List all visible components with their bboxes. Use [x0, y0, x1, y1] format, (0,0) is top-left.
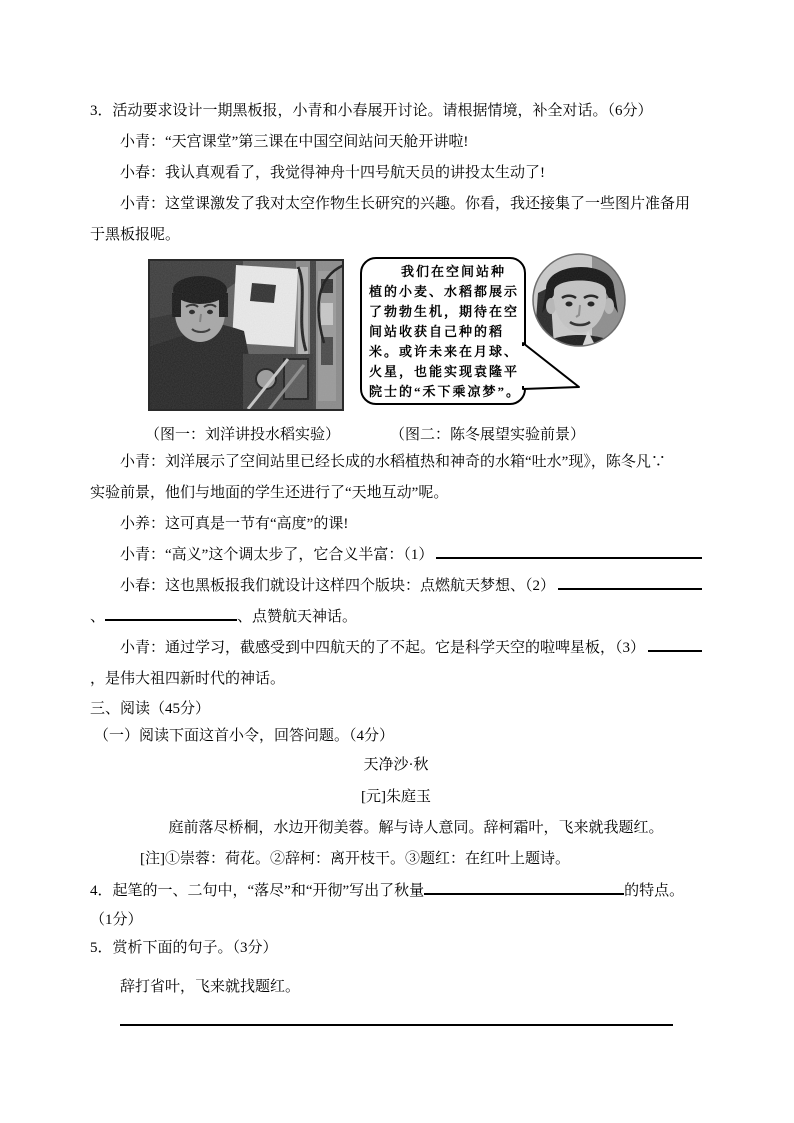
- poem-author: [元]朱庭玉: [361, 789, 431, 805]
- dialogue-xiaoqing-4-text: 小青：“高义”这个调太步了，它合义半富：（1）: [120, 547, 434, 563]
- dialogue-xiaoqing-2-line2: 于黑板报呢。: [90, 227, 181, 243]
- question-4-prefix: 4．起笔的一、二句中，“落尽”和“开彻”写出了秋量: [90, 883, 425, 899]
- poem-body: 庭前落尽桥桐，水边开彻美蓉。解与诗人意同。辞柯霜叶，飞来就我题红。: [168, 820, 664, 836]
- photo-liu-yang-space-station: [148, 259, 344, 411]
- question-5-sentence: 辞打省叶，飞来就找题红。: [120, 979, 301, 995]
- section-title-reading: 三、阅读（45分）: [90, 701, 211, 717]
- bubble-text-line: 院士的“禾下乘凉梦”。: [369, 384, 522, 399]
- answer-blank-3: [105, 619, 237, 621]
- bubble-text-line: 间站收获自己种的稻: [369, 324, 505, 339]
- dialogue-xiaoqing-2-line1: 小青：这堂课激发了我对太空作物生长研究的兴趣。你看，我还接集了一些图片准备用: [120, 196, 691, 212]
- subsection-title-part1: （一）阅读下面这首小令，回答问题。（4分）: [94, 728, 395, 744]
- bubble-text-line: 了勃勃生机，期待在空: [369, 304, 520, 319]
- dialogue-xiaoqing-4: [90, 540, 702, 571]
- dialogue-xiaochun-2-line1: [90, 571, 702, 602]
- dialogue-xiaoqing-5-line2: ，是伟大祖四新时代的神话。: [90, 671, 286, 687]
- dialogue-xiaochun-1: 小春：我认真观看了，我觉得神舟十四号航天员的讲投太生动了!: [120, 165, 545, 181]
- figure-caption-right: （图二：陈冬展望实验前景）: [390, 427, 586, 443]
- figure-panel: [90, 251, 702, 447]
- speech-bubble: [360, 257, 526, 405]
- answer-blank-1: [436, 557, 702, 559]
- bubble-text-line: 我们在空间站种: [401, 264, 507, 279]
- question-4: [90, 875, 702, 907]
- dialogue-xiaoqing-1: 小青：“天宫课堂”第三课在中国空间站问天舱开讲啦!: [120, 134, 469, 150]
- poem-title: 天净沙·秋: [363, 757, 429, 773]
- dialogue-xiaoqing-3-line1: 小青：刘洋展示了空间站里已经长成的水稻植热和神奇的水箱“吐水”现》，陈冬凡∵: [120, 454, 666, 470]
- bubble-text-line: 植的小麦、水稻都展示: [369, 284, 520, 299]
- answer-blank-4: [648, 650, 702, 652]
- dialogue-xiaoyang: 小养：这可真是一节有“高度”的课!: [120, 516, 349, 532]
- question-3-prompt: 3．活动要求设计一期黑板报，小青和小春展开讨论。请根据情境，补全对话。（6分）: [90, 103, 653, 119]
- dialogue-xiaochun-2-line2: [90, 602, 702, 633]
- dialogue-xiaoqing-3-line2: 实验前景，他们与地面的学生还进行了“天地互动”呢。: [90, 485, 449, 501]
- dialogue-xiaochun-2-sep: 、: [90, 609, 106, 625]
- question-4-suffix: 的特点。: [624, 883, 685, 899]
- dialogue-xiaoqing-5-line1: [90, 633, 702, 664]
- figure-caption-left: （图一：刘洋讲投水稻实验）: [145, 427, 341, 443]
- dialogue-xiaochun-2-suffix: 、点赞航天神话。: [237, 609, 358, 625]
- bubble-text-line: 米。或许未来在月球、: [369, 344, 520, 359]
- question-5-prompt: 5．赏析下面的句子。（3分）: [90, 940, 278, 956]
- bubble-text-line: 火星，也能实现袁隆平: [369, 364, 520, 379]
- photo-chen-dong-portrait: [532, 253, 626, 347]
- speech-bubble-tail: [522, 341, 584, 393]
- dialogue-xiaochun-2-text: 小春：这也黑板报我们就设计这样四个版块：点燃航天梦想、（2）: [120, 578, 556, 594]
- poem-note: [注]①崇蓉：荷花。②辞柯：离开枝干。③题红：在红叶上题诗。: [140, 851, 570, 867]
- answer-blank-q4: [424, 893, 624, 895]
- answer-blank-2: [558, 588, 702, 590]
- question-4-score: （1分）: [90, 912, 143, 928]
- footer-divider: [120, 1024, 673, 1026]
- dialogue-xiaoqing-5-text: 小青：通过学习，截感受到中四航天的了不起。它是科学天空的啦啤星板，（3）: [120, 640, 646, 656]
